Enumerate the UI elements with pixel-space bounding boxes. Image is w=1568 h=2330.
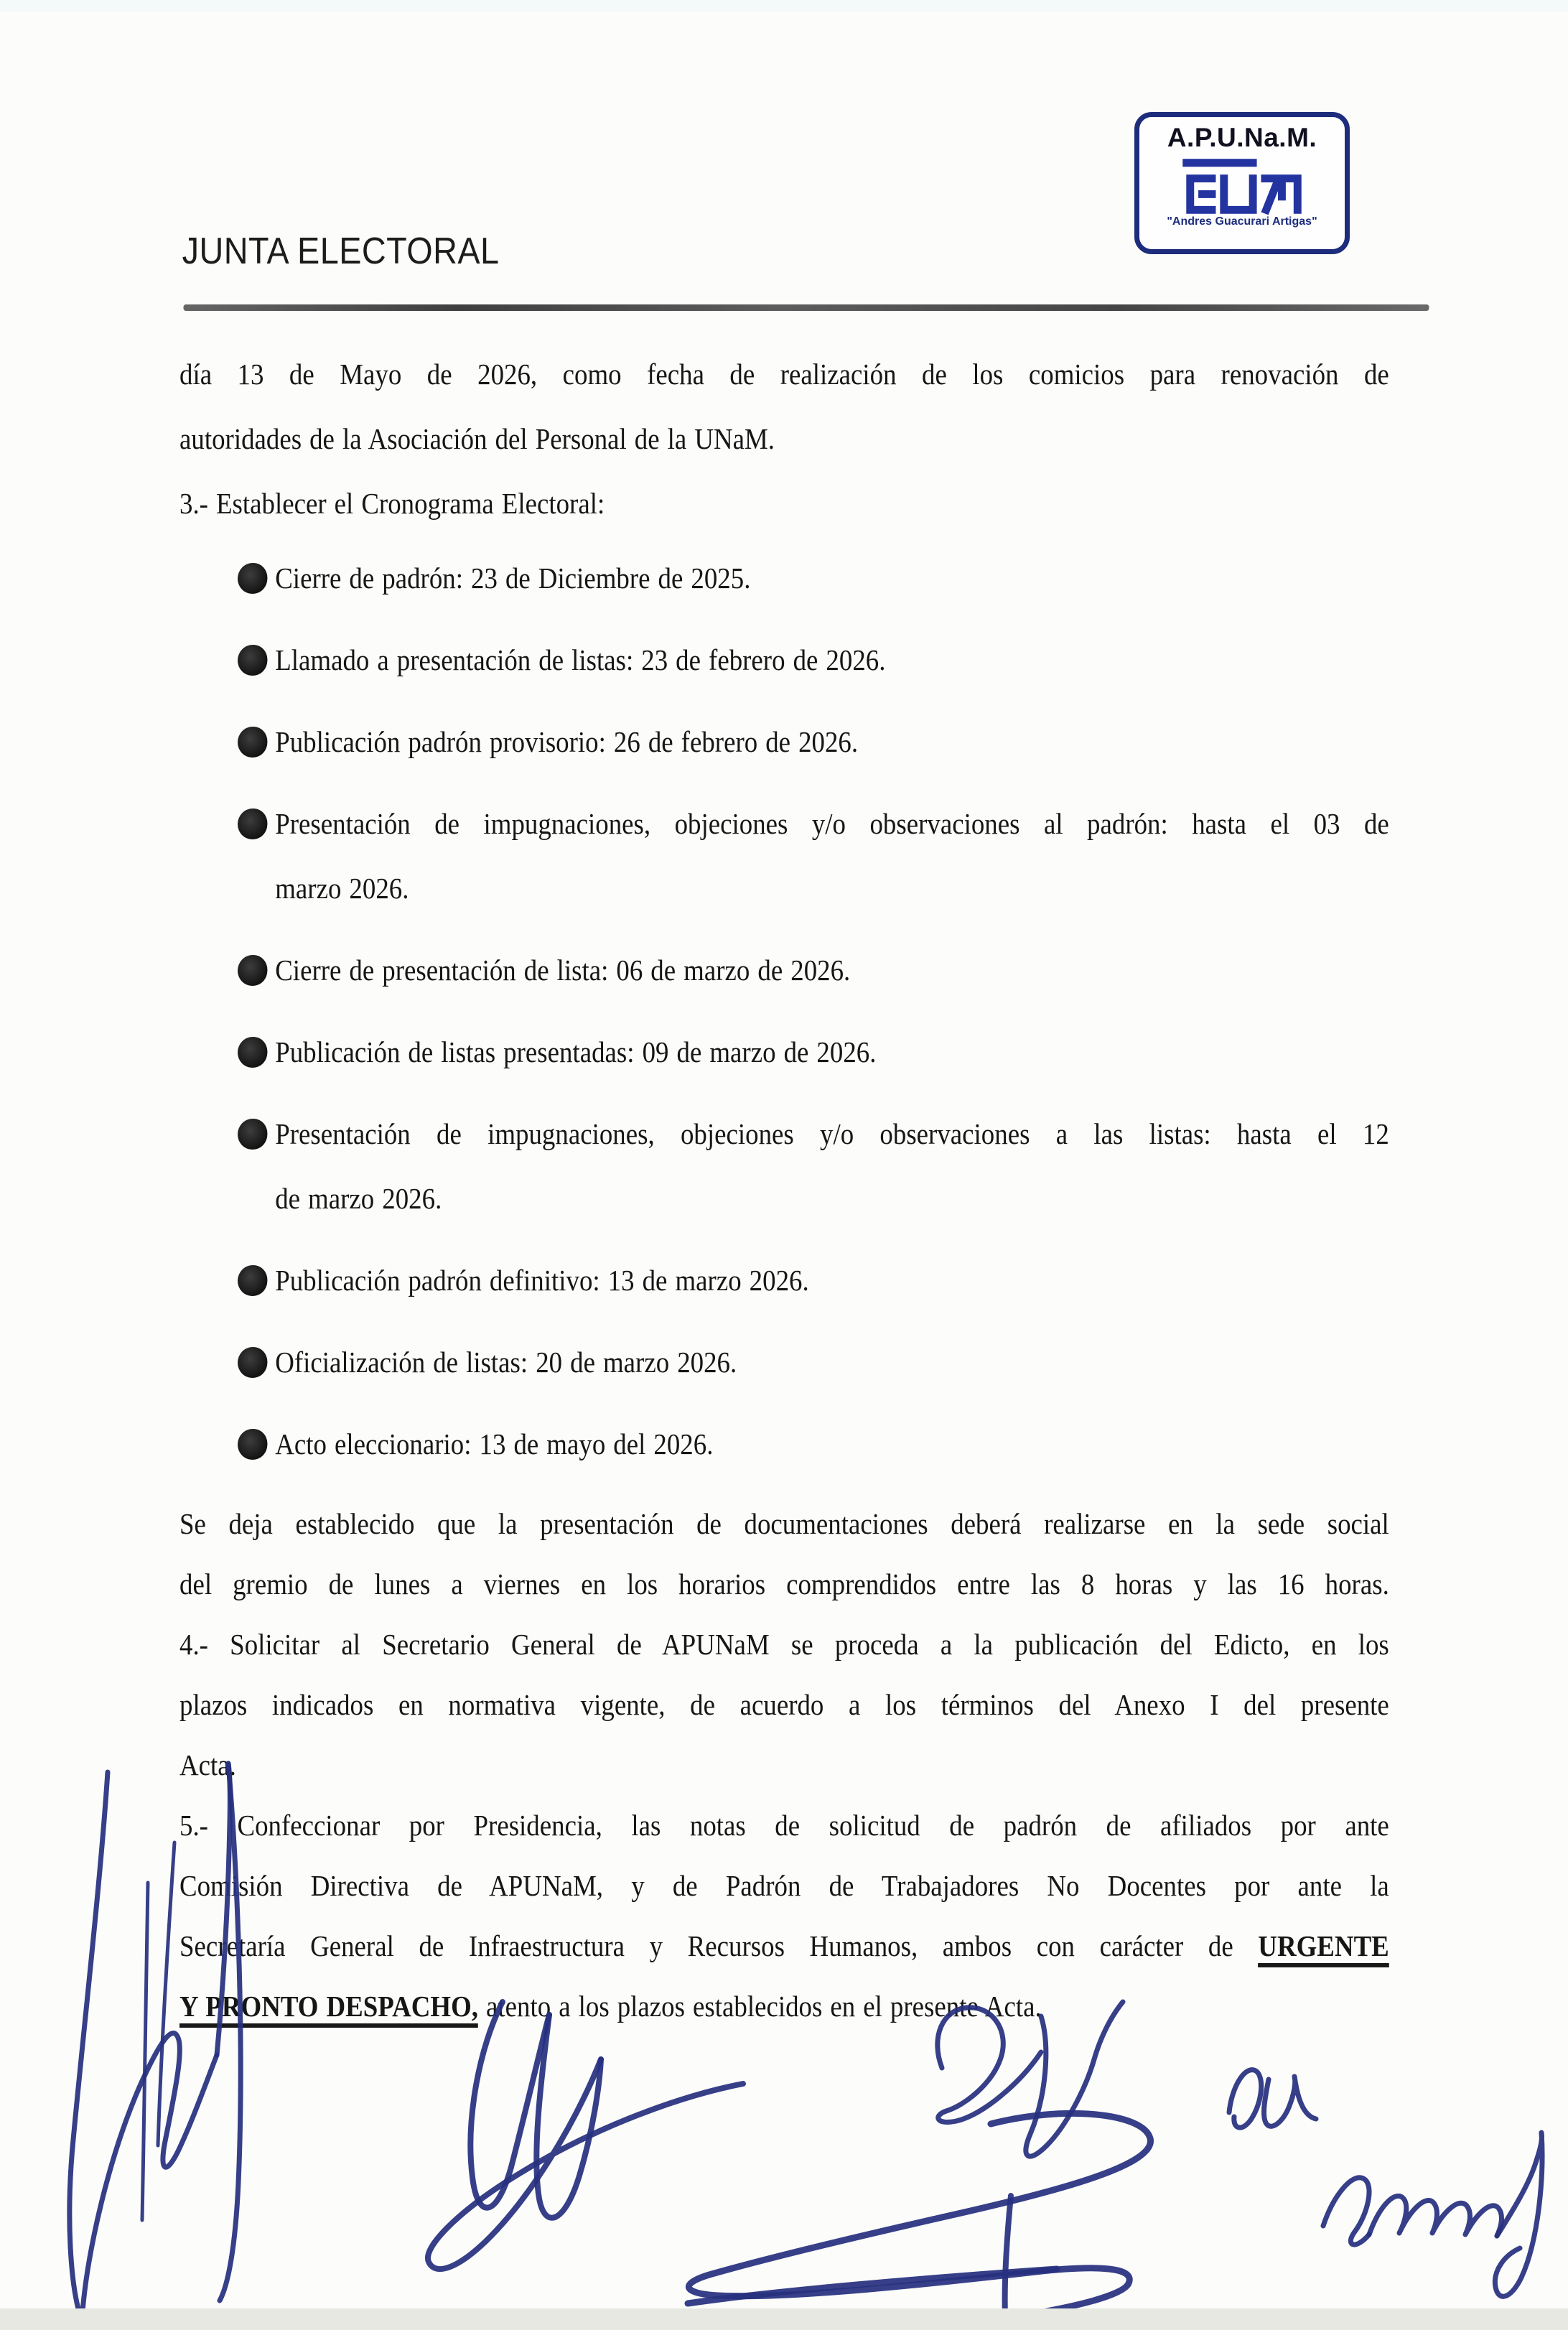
body-text: Secretaría General de Infraestructura y Recursos Humanos, ambos con carácter de [179, 1929, 1259, 1962]
body-line [179, 1976, 1389, 2036]
schedule-item-text: Oficialización de listas: 20 de marzo 2026. [275, 1346, 737, 1379]
signature-stroke [688, 2269, 1057, 2303]
bullet-icon [238, 1037, 267, 1068]
signature-stroke [158, 1842, 174, 2145]
closing-paragraphs [179, 1493, 1389, 2036]
page-title: JUNTA ELECTORAL [182, 230, 500, 272]
schedule-item-text: Cierre de presentación de lista: 06 de marzo de 2026. [275, 954, 851, 987]
signature-stroke [689, 2113, 1150, 2329]
body-line: Comisión Directiva de APUNaM, y de Padrón de Trabajadores No Docentes por ante la [179, 1869, 1389, 1902]
schedule-item-text: Presentación de impugnaciones, objeciones y/o observaciones a las listas: hasta el 12 [275, 1117, 1389, 1150]
logo-acronym: A.P.U.Na.M. [1167, 123, 1317, 152]
signature-stroke [82, 2033, 217, 2321]
signature-stroke [1323, 2178, 1369, 2245]
body-line: Acta. [179, 1748, 236, 1781]
schedule-item-text: Acto eleccionario: 13 de mayo del 2026. [275, 1427, 714, 1460]
schedule-item-text: Llamado a presentación de listas: 23 de febrero de 2026. [275, 643, 886, 676]
body-line [179, 1916, 1389, 1976]
body-line: 4.- Solicitar al Secretario General de APUNaM se proceda a la publicación del Edicto, en los [179, 1628, 1389, 1661]
logo-caption: "Andres Guacurari Artigas" [1167, 215, 1317, 228]
schedule-item [179, 938, 1389, 1002]
signature-stroke [428, 2059, 743, 2269]
signature-stroke [1229, 2070, 1261, 2128]
body-line: autoridades de la Asociación del Personal de la UNaM. [179, 422, 775, 455]
intro-paragraph [179, 342, 1389, 536]
header-divider [183, 304, 1429, 311]
body-line: plazos indicados en normativa vigente, de acuerdo a los términos del Anexo I del presente [179, 1688, 1389, 1721]
apunam-monogram-icon [1175, 154, 1309, 215]
urgent-emphasis-text: URGENTE [1258, 1929, 1389, 1967]
bullet-icon [238, 1429, 267, 1460]
schedule-item-text: de marzo 2026. [275, 1182, 442, 1215]
schedule-item [179, 1412, 1389, 1476]
electoral-schedule-list [179, 546, 1389, 1476]
bullet-icon [238, 1119, 267, 1150]
body-line: día 13 de Mayo de 2026, como fecha de realización de los comicios para renovación de [179, 358, 1389, 391]
bullet-icon [238, 955, 267, 986]
bullet-icon [238, 727, 267, 758]
body-text: atento a los plazos establecidos en el presente Acta. [478, 1990, 1042, 2023]
bullet-icon [238, 1347, 267, 1378]
schedule-item [179, 546, 1389, 610]
schedule-item [179, 1248, 1389, 1313]
schedule-item [179, 628, 1389, 692]
signature-stroke [1495, 2133, 1542, 2296]
schedule-item-text: Cierre de padrón: 23 de Diciembre de 2025. [275, 561, 751, 595]
schedule-item-text: Publicación padrón provisorio: 26 de febrero de 2026. [275, 725, 859, 758]
signature-stroke [1264, 2077, 1316, 2126]
schedule-item-text: Publicación de listas presentadas: 09 de marzo de 2026. [275, 1035, 877, 1068]
document-body [179, 342, 1389, 2036]
signature-stroke [70, 1772, 108, 2321]
body-line: Se deja establecido que la presentación de documentaciones deberá realizarse en la sede social [179, 1507, 1389, 1540]
body-line: 3.- Establecer el Cronograma Electoral: [179, 487, 605, 520]
schedule-item [179, 791, 1389, 921]
schedule-item [179, 1020, 1389, 1084]
signature-stroke [1369, 2196, 1501, 2236]
bullet-icon [238, 563, 267, 594]
apunam-logo [1134, 112, 1350, 254]
urgent-emphasis-text: Y PRONTO DESPACHO, [179, 1990, 478, 2028]
schedule-item [179, 709, 1389, 774]
bullet-icon [238, 1265, 267, 1296]
bullet-icon [238, 645, 267, 676]
scan-artifact-top [0, 0, 1568, 11]
schedule-item-text: Publicación padrón definitivo: 13 de marzo 2026. [275, 1264, 809, 1297]
body-line: del gremio de lunes a viernes en los horarios comprendidos entre las 8 horas y las 16 horas. [179, 1567, 1389, 1600]
schedule-item [179, 1101, 1389, 1231]
scan-artifact-bottom [0, 2308, 1568, 2330]
schedule-item-text: marzo 2026. [275, 872, 409, 905]
schedule-item-text: Presentación de impugnaciones, objeciones y/o observaciones al padrón: hasta el 03 de [275, 807, 1389, 840]
signature-stroke [536, 2015, 601, 2218]
body-line: 5.- Confeccionar por Presidencia, las notas de solicitud de padrón de afiliados por ante [179, 1809, 1389, 1842]
schedule-item [179, 1330, 1389, 1394]
signature-stroke [142, 1883, 148, 2220]
bullet-icon [238, 808, 267, 839]
